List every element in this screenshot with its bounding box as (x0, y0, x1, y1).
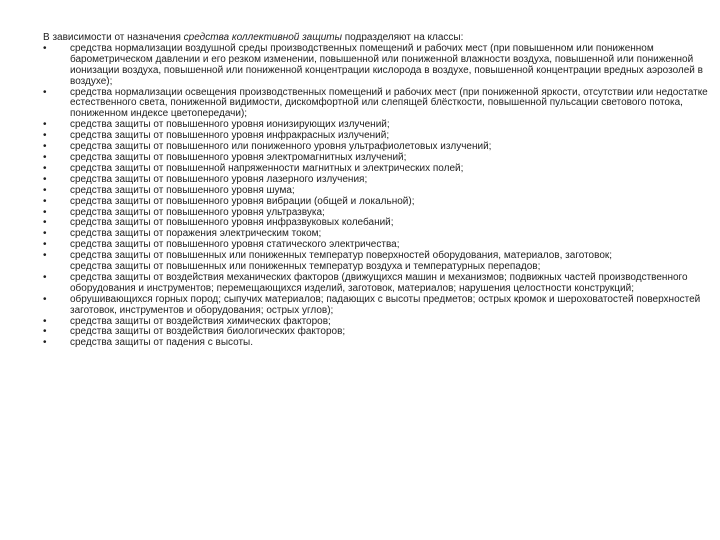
bullet-icon: • (43, 86, 47, 98)
list-item (43, 295, 708, 317)
bullet-icon: • (43, 293, 47, 305)
bullet-icon: • (43, 151, 47, 163)
bullet-icon: • (43, 217, 47, 229)
list-item-text: средства защиты от воздействия химических факторов; (70, 315, 331, 327)
bullet-icon: • (43, 315, 47, 327)
list-item (43, 273, 708, 295)
bullet-icon: • (43, 337, 47, 349)
bullet-icon: • (43, 250, 47, 262)
intro-emphasis: средства коллективной защиты (183, 32, 342, 43)
list-item-text: средства защиты от повышенного уровня инфракрасных излучений; (70, 130, 390, 142)
list-item-text: средства защиты от повышенного уровня шума; (70, 184, 295, 196)
list-item-text: средства защиты от воздействия биологических факторов; (70, 326, 346, 338)
list-item-text: средства защиты от повышенного уровня электромагнитных излучений; (70, 151, 407, 163)
list-item-text: средства защиты от повышенного уровня вибрации (общей и локальной); (70, 195, 415, 207)
bullet-icon: • (43, 184, 47, 196)
bullet-icon: • (43, 206, 47, 218)
list-item (43, 338, 708, 349)
bullet-icon: • (43, 239, 47, 251)
bullet-icon: • (43, 228, 47, 240)
list-item-text: средства защиты от воздействия механических факторов (движущихся машин и механизмов; подвижных частей производственного оборудования и инструментов; перемещающихся изделий, заготовок, материалов; нарушения целостности конструкций; (70, 271, 688, 294)
intro-after: подразделяют на классы: (341, 32, 464, 43)
list-item-text: средства защиты от повышенной напряженности магнитных и электрических полей; (70, 162, 464, 174)
bullet-icon: • (43, 326, 47, 338)
list-item-text: средства защиты от повышенных или пониженных температур воздуха и температурных перепадов; (70, 261, 541, 273)
bullet-icon: • (43, 162, 47, 174)
list-item (43, 44, 708, 88)
list-item-text: средства защиты от повышенного уровня ионизирующих излучений; (70, 119, 390, 131)
list-item-text: средства защиты от поражения электрическим током; (70, 228, 322, 240)
list-item-text: средства нормализации воздушной среды производственных помещений и рабочих мест (при повышенном или пониженном барометрическом давлении и его резком изменении, повышенной или пониженной влажности воздуха, повышенной или пониженной ионизации воздуха, повышенной или пониженной концентрации кислорода в воздухе, повышенной концентрации вредных аэрозолей в воздухе); (70, 42, 703, 87)
bullet-icon: • (43, 130, 47, 142)
list-item-text: средства защиты от повышенного уровня статического электричества; (70, 239, 400, 251)
list-item-text: средства защиты от повышенного уровня лазерного излучения; (70, 173, 368, 185)
list-item-text: средства защиты от повышенного или пониженного уровня ультрафиолетовых излучений; (70, 141, 492, 153)
list-item-text: средства защиты от повышенного уровня инфразвуковых колебаний; (70, 217, 394, 229)
classes-list (43, 44, 708, 349)
bullet-icon: • (43, 141, 47, 153)
document-page (43, 33, 708, 349)
bullet-icon: • (43, 42, 47, 54)
intro-before: В зависимости от назначения (43, 32, 184, 43)
bullet-icon: • (43, 119, 47, 131)
list-item (43, 88, 708, 121)
bullet-icon: • (43, 173, 47, 185)
list-item-text: средства нормализации освещения производственных помещений и рабочих мест (при пониженной яркости, отсутствии или недостатке естественного света, пониженной видимости, дискомфортной или слепящей блёсткости, повышенной пульсации светового потока, пониженном индексе цветопередачи); (70, 86, 708, 120)
list-item-text: обрушивающихся горных пород; сыпучих материалов; падающих с высоты предметов; острых кромок и шероховатостей поверхностей заготовок, инструментов и оборудования; острых углов); (70, 293, 701, 316)
list-item-text: средства защиты от повышенного уровня ультразвука; (70, 206, 325, 218)
list-item-text: средства защиты от падения с высоты. (70, 337, 254, 349)
bullet-icon: • (43, 271, 47, 283)
bullet-icon: • (43, 195, 47, 207)
list-item-text: средства защиты от повышенных или пониженных температур поверхностей оборудования, материалов, заготовок; (70, 250, 613, 262)
